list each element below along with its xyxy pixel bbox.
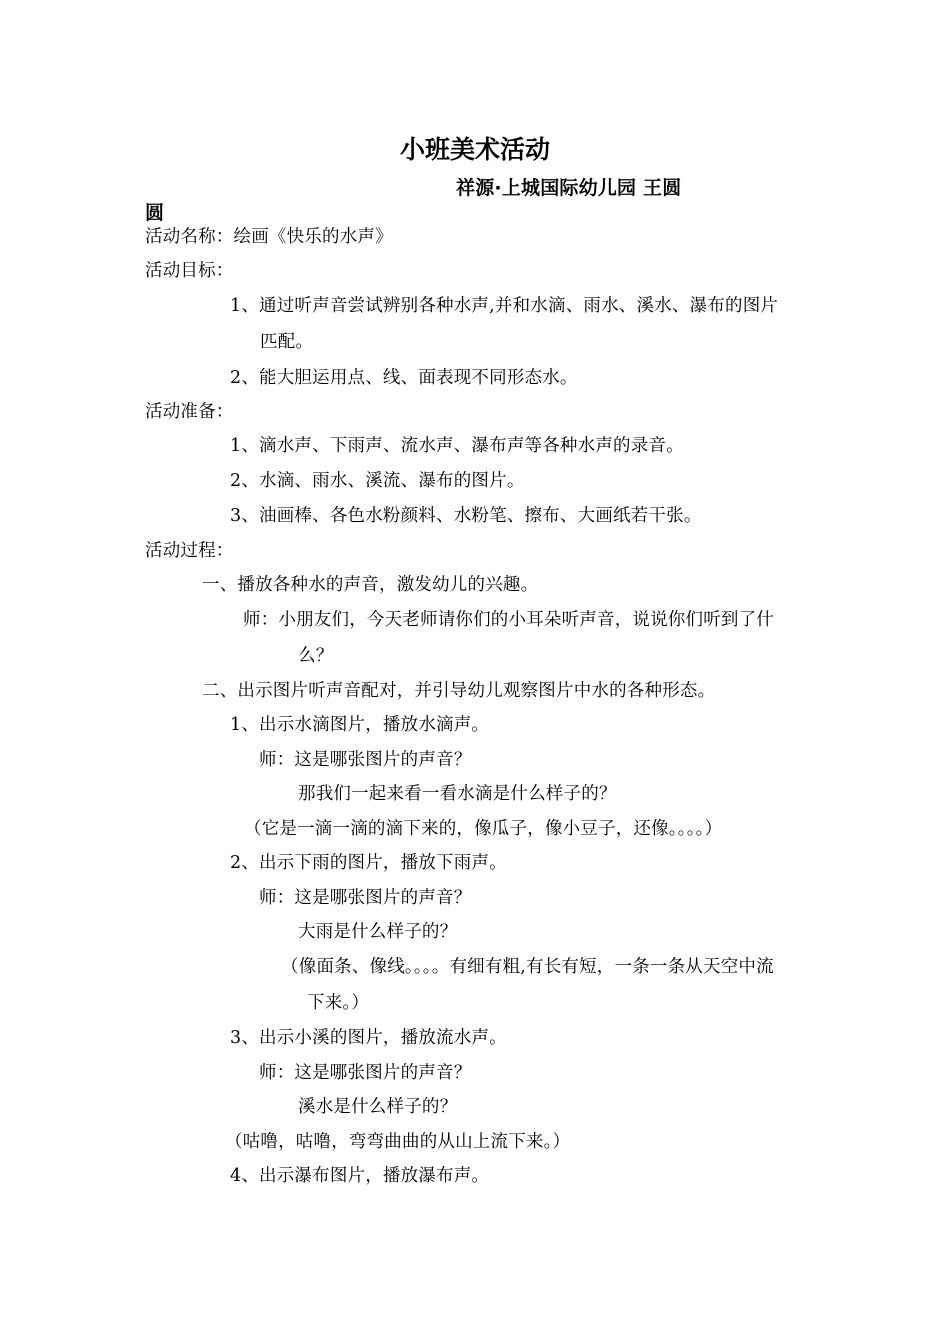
process-step-2: 二、出示图片听声音配对，并引导幼儿观察图片中水的各种形态。 (202, 681, 716, 701)
sub-step-2-question-2: 大雨是什么样子的？ (298, 922, 458, 942)
goal-item-1-cont: 匹配。 (260, 332, 314, 352)
preparation-item-1: 1、滴水声、下雨声、流水声、瀑布声等各种水声的录音。 (230, 436, 684, 456)
sub-step-1-answer: （它是一滴一滴的滴下来的，像瓜子，像小豆子，还像。。。。） (244, 819, 723, 839)
sub-step-3-question-2: 溪水是什么样子的？ (298, 1097, 458, 1117)
process-step-1: 一、播放各种水的声音，激发幼儿的兴趣。 (202, 575, 539, 595)
step-1-teacher-line-cont: 么？ (298, 646, 334, 666)
sub-step-4: 4、出示瀑布图片，播放瀑布声。 (230, 1166, 490, 1186)
sub-step-3-answer: （咕噜，咕噜，弯弯曲曲的从山上流下来。） (225, 1132, 571, 1152)
sub-step-3-question-1: 师：这是哪张图片的声音？ (259, 1063, 472, 1083)
sub-step-3: 3、出示小溪的图片，播放流水声。 (230, 1028, 507, 1048)
process-heading: 活动过程： (145, 541, 234, 561)
preparation-item-3: 3、油画棒、各色水粉颜料、水粉笔、擦布、大画纸若干张。 (230, 506, 702, 526)
step-1-teacher-line: 师：小朋友们，今天老师请你们的小耳朵听声音，说说你们听到了什 (243, 610, 774, 630)
sub-step-2-answer: （像面条、像线。。。。有细有粗,有长有短，一条一条从天空中流 (281, 957, 774, 977)
preparation-heading: 活动准备： (145, 402, 234, 422)
sub-step-2-answer-cont: 下来。） (307, 993, 370, 1013)
sub-step-2-question-1: 师：这是哪张图片的声音？ (259, 888, 472, 908)
preparation-item-2: 2、水滴、雨水、溪流、瀑布的图片。 (230, 471, 525, 491)
goals-heading: 活动目标： (145, 261, 234, 281)
page-title: 小班美术活动 (399, 135, 550, 164)
sub-step-1-question-1: 师：这是哪张图片的声音？ (259, 750, 472, 770)
activity-name: 活动名称：绘画《快乐的水声》 (145, 227, 393, 247)
goal-item-2: 2、能大胆运用点、线、面表现不同形态水。 (230, 368, 578, 388)
goal-item-1: 1、通过听声音尝试辨别各种水声,并和水滴、雨水、溪水、瀑布的图片 (230, 296, 779, 316)
sub-step-1-question-2: 那我们一起来看一看水滴是什么样子的？ (298, 784, 617, 804)
author-line-wrap: 圆 (145, 202, 165, 224)
sub-step-2: 2、出示下雨的图片，播放下雨声。 (230, 853, 507, 873)
author-line: 祥源·上城国际幼儿园 王圆 (456, 177, 682, 199)
sub-step-1: 1、出示水滴图片，播放水滴声。 (230, 715, 490, 735)
